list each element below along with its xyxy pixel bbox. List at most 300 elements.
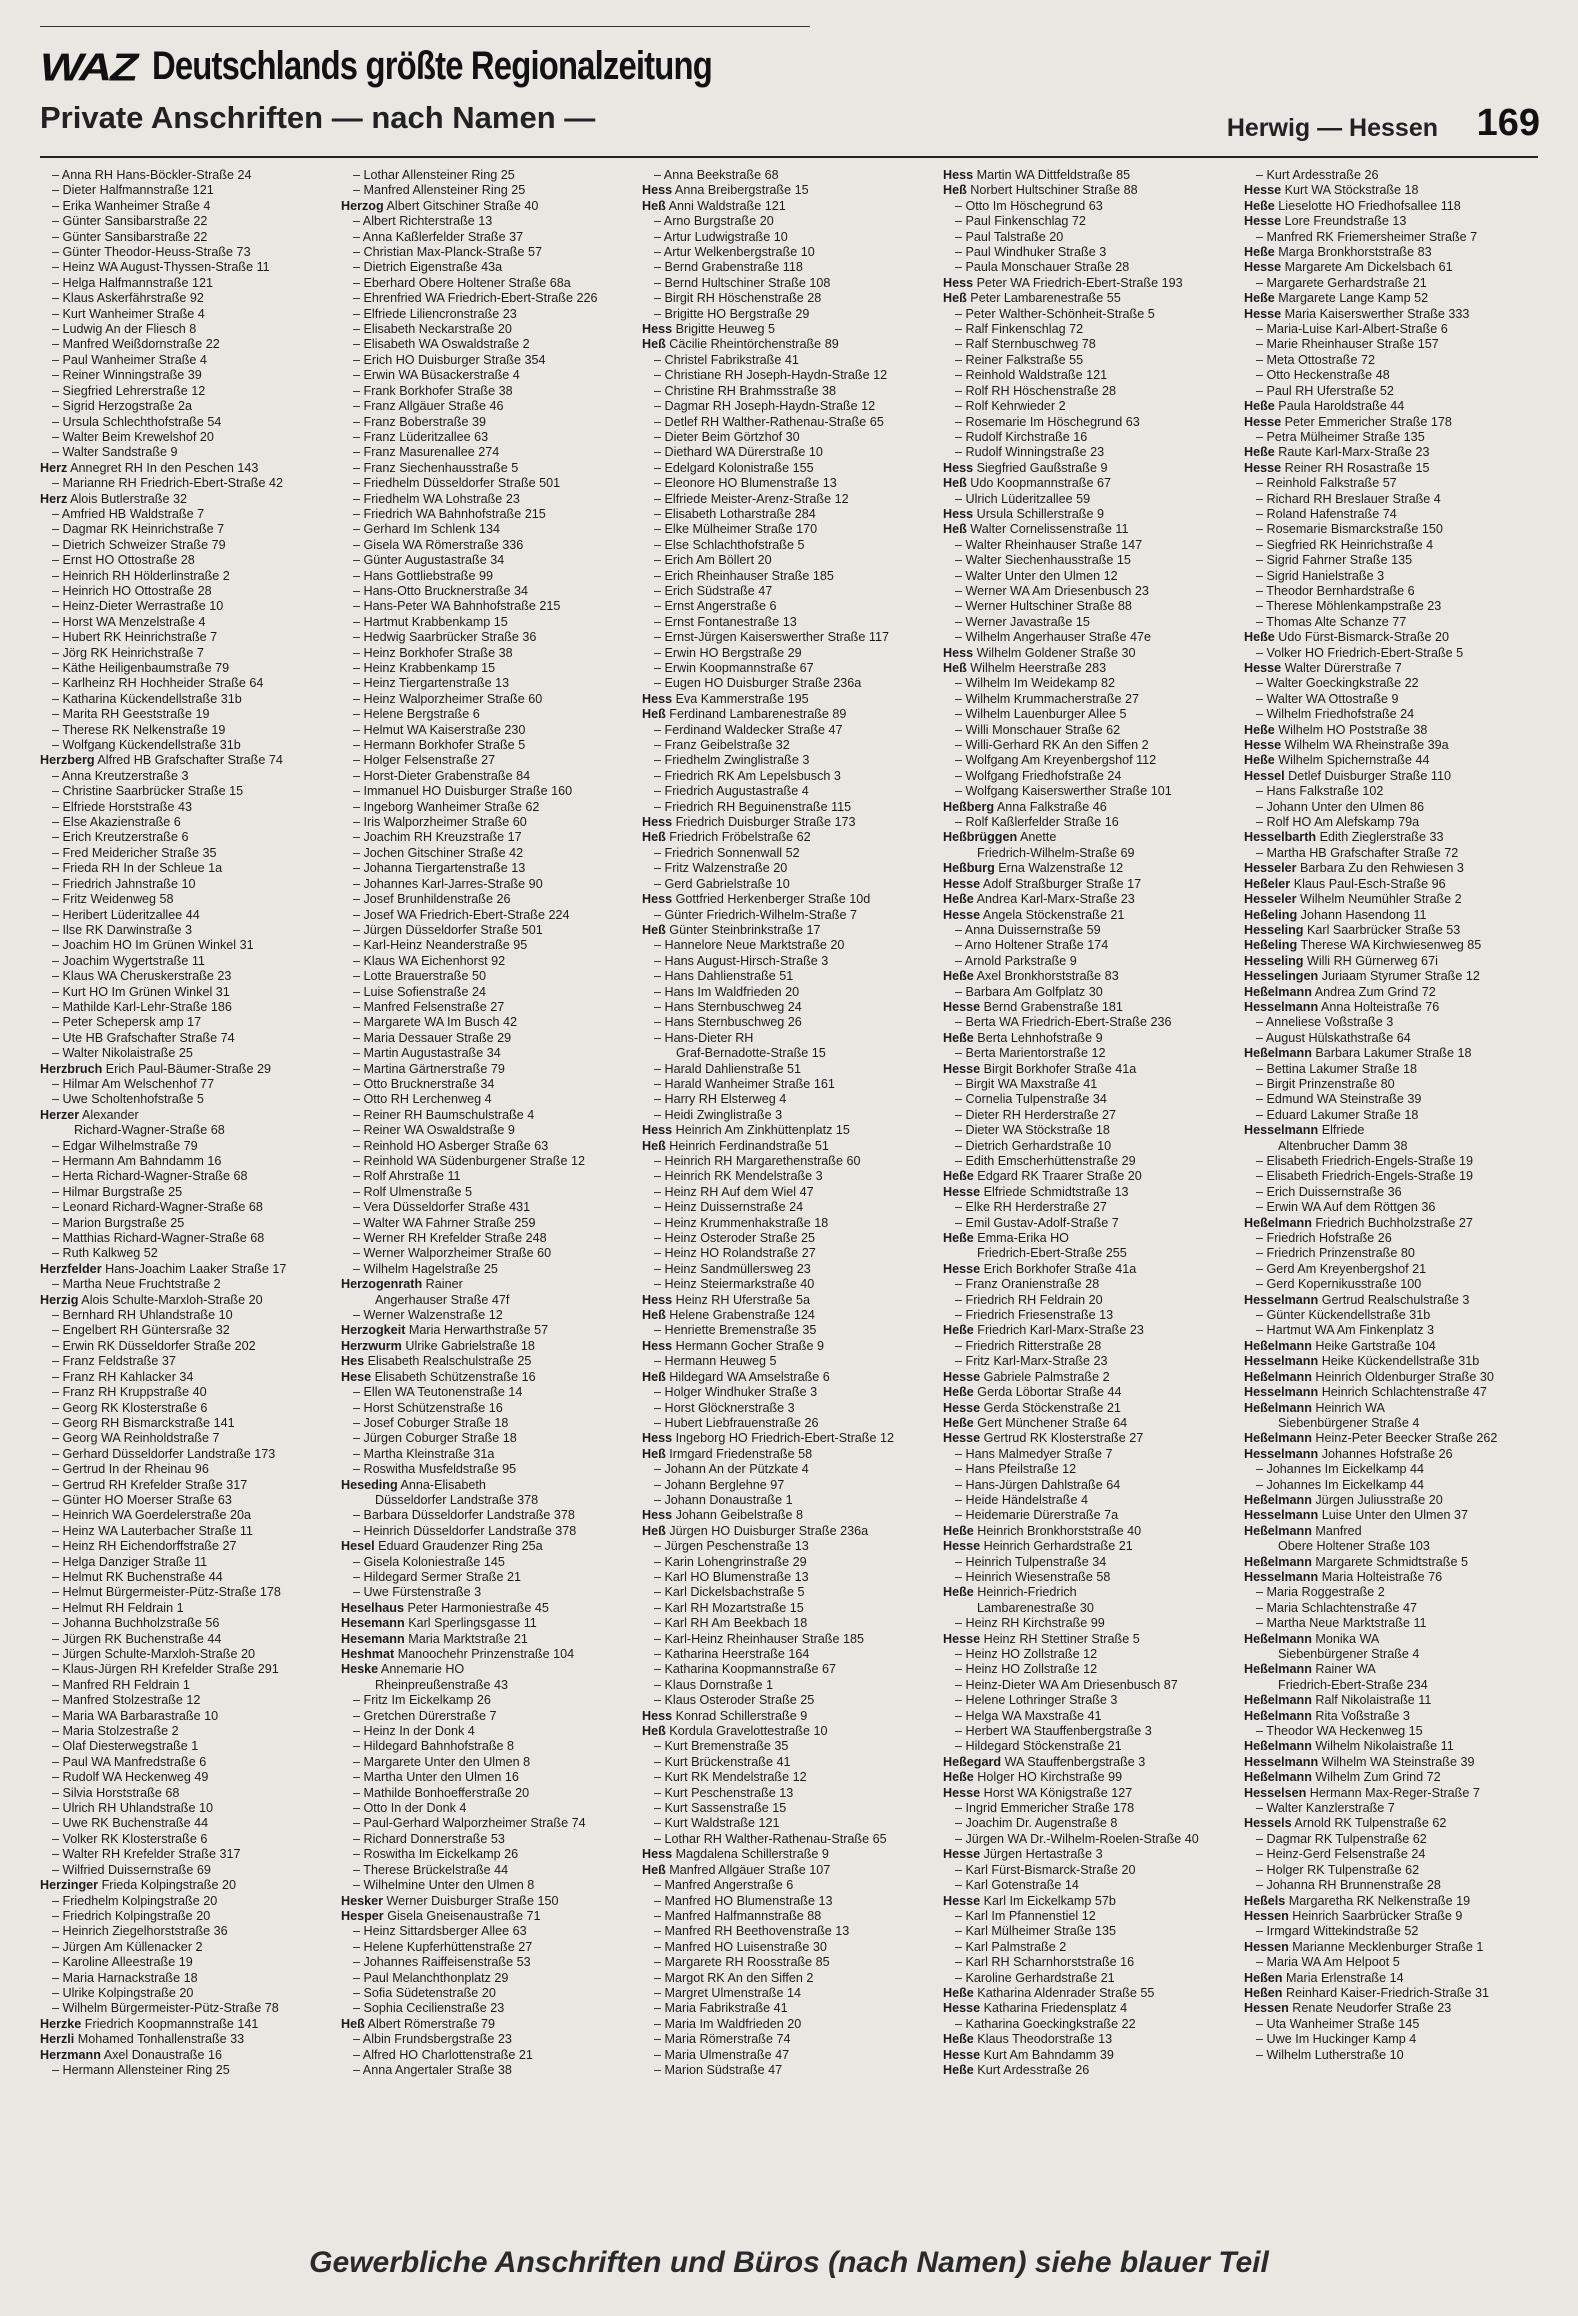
directory-entry: – Berta WA Friedrich-Ebert-Straße 236 [955,1015,1172,1030]
directory-entry: – Heinrich Wiesenstraße 58 [955,1569,1111,1584]
directory-entry: – Friedrich Hofstraße 26 [1256,1231,1392,1246]
directory-entry: – Dietrich Schweizer Straße 79 [52,537,226,552]
directory-entry: Heß Wilhelm Heerstraße 283 [943,661,1107,675]
directory-entry: – Holger Felsenstraße 27 [353,753,496,768]
directory-entry: Hesse Kurt Am Bahndamm 39 [943,2047,1114,2062]
directory-entry: – Wilhelm Lutherstraße 10 [1256,2047,1404,2062]
directory-entry: – Heinz Osteroder Straße 25 [654,1231,815,1246]
directory-entry: – Bernd Hultschiner Straße 108 [654,275,831,290]
directory-entry: Hesse Birgit Borkhofer Straße 41a [943,1061,1137,1076]
directory-entry: – Rosemarie Bismarckstraße 150 [1256,522,1443,537]
directory-entry: – Arno Holtener Straße 174 [955,938,1109,953]
directory-entry: – Heinz Tiergartenstraße 13 [353,676,510,691]
directory-entry: – Maria Römerstraße 74 [654,2032,791,2047]
directory-entry: – Karl Mülheimer Straße 135 [955,1924,1116,1939]
directory-entry: Heß Ferdinand Lambarenestraße 89 [642,707,847,722]
directory-entry: – Margret Ulmenstraße 14 [654,1985,801,2000]
directory-entry: – Theodor Bernhardstraße 6 [1256,583,1415,598]
directory-entry: – Karl Dickelsbachstraße 5 [654,1585,805,1600]
directory-entry: Hess Ingeborg HO Friedrich-Ebert-Straße 12 [642,1431,894,1446]
directory-entry: Heße Andrea Karl-Marx-Straße 23 [943,892,1135,907]
directory-entry: – Uwe Scholtenhofstraße 5 [52,1092,204,1107]
directory-entry: – Georg RH Bismarckstraße 141 [52,1415,235,1430]
directory-entry: – Reinhold Falkstraße 57 [1256,476,1397,491]
top-rule [40,26,810,27]
directory-entry: – Dagmar RK Tulpenstraße 62 [1256,1831,1427,1846]
directory-entry: – Heinrich RK Mendelstraße 3 [654,1169,823,1184]
directory-entry: – Maria WA Barbarastraße 10 [52,1708,219,1723]
directory-entry: – Heidi Zwinglistraße 3 [654,1107,783,1122]
directory-entry: – Karl Palmstraße 2 [955,1939,1067,1954]
directory-entry: – Diethard WA Dürerstraße 10 [654,445,823,460]
directory-entry: – Ehrenfried WA Friedrich-Ebert-Straße 226 [353,291,598,306]
directory-entry: – Heinz Steiermarkstraße 40 [654,1277,815,1292]
directory-entry: – Volker HO Friedrich-Ebert-Straße 5 [1256,645,1464,660]
directory-entry: – Fred Meidericher Straße 35 [52,845,217,860]
directory-entry: – Luise Sofienstraße 24 [353,984,487,999]
directory-entry: – Gerhard Im Schlenk 134 [353,522,501,537]
directory-entry: Hesse Wilhelm WA Rheinstraße 39a [1244,738,1449,753]
directory-entry: Siebenbürgener Straße 4 [1278,1647,1420,1661]
directory-entry: Rheinpreußenstraße 43 [375,1677,509,1692]
directory-entry: – Brigitte HO Bergstraße 29 [654,306,810,321]
directory-entry: – Katharina Heerstraße 164 [654,1647,810,1661]
directory-entry: – Hans-Peter WA Bahnhofstraße 215 [353,599,561,614]
directory-entry: Hess Hermann Gocher Straße 9 [642,1338,824,1353]
directory-entry: Hesse Angela Stöckenstraße 21 [943,907,1125,922]
directory-entry: Heßelmann Heike Gartstraße 104 [1244,1338,1436,1353]
directory-entry: Heselhaus Peter Harmoniestraße 45 [341,1600,549,1615]
directory-entry: Hesse Horst WA Königstraße 127 [943,1785,1133,1800]
directory-entry: – Cornelia Tulpenstraße 34 [955,1092,1107,1107]
directory-entry: – Lothar RH Walther-Rathenau-Straße 65 [654,1831,887,1846]
directory-entry: – Maria Dessauer Straße 29 [353,1030,512,1045]
directory-entry: – Margarete Unter den Ulmen 8 [353,1754,531,1769]
directory-entry: – Franz Boberstraße 39 [353,414,486,429]
directory-entry: Heßelmann Heinrich Oldenburger Straße 30 [1244,1369,1494,1384]
directory-entry: – Klaus Osteroder Straße 25 [654,1693,815,1708]
directory-entry: Hess Johann Geibelstraße 8 [642,1508,804,1523]
directory-entry: – Karl-Heinz Neanderstraße 95 [353,938,528,953]
directory-entry: – Katharina Goeckingkstraße 22 [955,2016,1136,2031]
directory-entry: – Jochen Gitschiner Straße 42 [353,845,524,860]
directory-entry: – Wolfgang Am Kreyenbergshof 112 [955,753,1157,768]
directory-entry: – Walter Goeckingkstraße 22 [1256,676,1419,691]
directory-entry: – Franz Masurenallee 274 [353,445,500,460]
directory-entry: – Sigrid Fahrner Straße 135 [1256,553,1413,568]
directory-entry: Herzinger Frieda Kolpingstraße 20 [40,1878,236,1893]
section-title: Private Anschriften — nach Namen — [40,100,596,135]
directory-entry: – Heinz WA August-Thyssen-Straße 11 [52,260,270,275]
directory-entry: Hesselmann Gertrud Realschulstraße 3 [1244,1292,1470,1307]
directory-entry: – Christel Fabrikstraße 41 [654,352,799,367]
directory-entry: – Johanna Buchholzstraße 56 [52,1616,220,1631]
directory-entry: Heße Paula Haroldstraße 44 [1244,399,1405,414]
directory-entry: – Johannes Karl-Jarres-Straße 90 [353,876,543,891]
directory-entry: – Meta Ottostraße 72 [1256,352,1375,367]
directory-entry: Hesse Lore Freundstraße 13 [1244,214,1407,229]
directory-entry: – Manfred Halfmannstraße 88 [654,1908,822,1923]
directory-entry: Heßelmann Wilhelm Zum Grind 72 [1244,1770,1441,1785]
directory-entry: – Helene Bergstraße 6 [353,707,480,722]
directory-entry: – Peter Schepersk amp 17 [52,1015,202,1030]
page-header [40,100,1540,150]
directory-entry: – Hans Sternbuschweg 24 [654,999,802,1014]
directory-entry: – Manfred Weißdornstraße 22 [52,337,220,352]
directory-entry: – Reiner RH Baumschulstraße 4 [353,1107,535,1122]
directory-entry: Graf-Bernadotte-Straße 15 [676,1046,826,1061]
directory-entry: – Maria Im Waldfrieden 20 [654,2016,802,2031]
directory-entry: Heße Kurt Ardesstraße 26 [943,2062,1090,2077]
page-number: 169 [1476,102,1540,144]
directory-entry: – Wilfried Duissernstraße 69 [52,1862,211,1877]
directory-entry: Hesselmann Maria Holteistraße 76 [1244,1569,1443,1584]
directory-entry: Heß Friedrich Fröbelstraße 62 [642,830,811,845]
directory-entry: – Klaus WA Cheruskerstraße 23 [52,969,232,984]
directory-entry: – Jürgen Peschenstraße 13 [654,1539,809,1554]
directory-entry: – Erich HO Duisburger Straße 354 [353,352,546,367]
directory-entry: Heße Lieselotte HO Friedhofsallee 118 [1244,198,1461,213]
directory-entry: – Karlheinz RH Hochheider Straße 64 [52,676,264,691]
directory-entry: – Birgit WA Maxstraße 41 [955,1076,1098,1091]
directory-entry: – Ellen WA Teutonenstraße 14 [353,1385,523,1400]
directory-entry: – Heinz HO Zollstraße 12 [955,1662,1098,1677]
directory-entry: – Manfred RH Feldrain 1 [52,1677,190,1692]
directory-entry: – Amfried HB Waldstraße 7 [52,506,205,521]
directory-entry: – Irmgard Wittekindstraße 52 [1256,1924,1419,1939]
directory-entry: – Rudolf WA Heckenweg 49 [52,1770,209,1785]
directory-entry: – Heinz Sittardsberger Allee 63 [353,1924,527,1939]
directory-entry: – Wilhelm Im Weidekamp 82 [955,676,1116,691]
directory-entry: – Arno Burgstraße 20 [654,214,774,229]
directory-entry: Heßen Maria Erlenstraße 14 [1244,1970,1404,1985]
directory-entry: – Gerd Am Kreyenbergshof 21 [1256,1261,1427,1276]
directory-entry: – Johanna Tiergartenstraße 13 [353,861,526,876]
directory-entry: – Werner RH Krefelder Straße 248 [353,1231,547,1246]
directory-entry: – Heinz Duissernstraße 24 [654,1200,804,1215]
directory-entry: – Edgar Wilhelmstraße 79 [52,1138,198,1153]
directory-entry: – Manfred HO Blumenstraße 13 [654,1893,833,1908]
directory-entry: – Manfred RH Beethovenstraße 13 [654,1924,850,1939]
directory-entry: – Wolfgang Kaiserswerther Straße 101 [955,784,1172,799]
directory-entry: – Elisabeth Neckarstraße 20 [353,322,512,337]
directory-entry: – Matthias Richard-Wagner-Straße 68 [52,1231,265,1246]
directory-entry: Herzbruch Erich Paul-Bäumer-Straße 29 [40,1061,271,1076]
directory-entry: – Elke RH Herderstraße 27 [955,1200,1107,1215]
directory-entry: – Hans-Dieter RH [654,1030,754,1045]
directory-entry: – Heinrich RH Hölderlinstraße 2 [52,568,230,583]
directory-entry: – Wilhelm Hagelstraße 25 [353,1261,498,1276]
directory-entry: Heße Emma-Erika HO [943,1231,1069,1246]
footer-note: Gewerbliche Anschriften und Büros (nach Namen) siehe blauer Teil [309,2246,1269,2279]
directory-entry: – Rudolf Kirchstraße 16 [955,429,1088,444]
directory-column-5 [1244,168,1538,2238]
directory-entry: – Eleonore HO Blumenstraße 13 [654,476,837,491]
directory-entry: – Walter Nikolaistraße 25 [52,1046,193,1061]
directory-column-1 [40,168,334,2238]
directory-entry: – Werner Walporzheimer Straße 60 [353,1246,552,1261]
directory-entry: – Detlef RH Walther-Rathenau-Straße 65 [654,414,884,429]
directory-entry: Hesse Karl Im Eickelkamp 57b [943,1893,1116,1908]
directory-entry: – Jürgen Am Küllenacker 2 [52,1939,203,1954]
directory-entry: – Walter Unter den Ulmen 12 [955,568,1118,583]
directory-entry: Heße Marga Bronkhorststraße 83 [1244,245,1432,260]
masthead-tagline: Deutschlands größte Regionalzeitung [152,44,713,88]
directory-entry: Obere Holtener Straße 103 [1278,1539,1430,1554]
directory-entry: – Rolf Ulmenstraße 5 [353,1184,472,1199]
directory-entry: – Jürgen Coburger Straße 18 [353,1431,517,1446]
directory-entry: Heß Albert Römerstraße 79 [341,2016,495,2031]
directory-entry: – Erwin WA Büsackerstraße 4 [353,368,520,383]
directory-entry: Heßberg Anna Falkstraße 46 [943,799,1107,814]
directory-entry: – Emil Gustav-Adolf-Straße 7 [955,1215,1119,1230]
directory-entry: – Walter WA Ottostraße 9 [1256,691,1399,706]
directory-entry: – Friedrich Prinzenstraße 80 [1256,1246,1415,1261]
directory-entry: – Heinz-Dieter WA Am Driesenbusch 87 [955,1677,1178,1692]
directory-entry: – Otto In der Donk 4 [353,1801,467,1816]
directory-entry: – Herbert WA Stauffenbergstraße 3 [955,1724,1152,1739]
directory-entry: – Hilmar Burgstraße 25 [52,1184,183,1199]
directory-entry: Hess Martin WA Dittfeldstraße 85 [943,168,1131,182]
directory-entry: – Martha Unter den Ulmen 16 [353,1770,519,1785]
directory-entry: – Barbara Düsseldorfer Landstraße 378 [353,1508,575,1523]
directory-entry: – Erwin Koopmannstraße 67 [654,661,814,675]
directory-entry: Herz Alois Butlerstraße 32 [40,491,187,506]
directory-entry: Heße Klaus Theodorstraße 13 [943,2032,1113,2047]
directory-entry: – Maria Roggestraße 2 [1256,1585,1385,1600]
directory-entry: Heßelmann Ralf Nikolaistraße 11 [1244,1693,1432,1708]
directory-entry: – Günter Kückendellstraße 31b [1256,1308,1431,1323]
directory-entry: – Karl HO Blumenstraße 13 [654,1569,809,1584]
directory-entry: – Erika Wanheimer Straße 4 [52,198,211,213]
directory-entry: – Elke Mülheimer Straße 170 [654,522,818,537]
directory-entry: – Heide Händelstraße 4 [955,1492,1089,1507]
directory-entry: – Günter Sansibarstraße 22 [52,229,208,244]
directory-entry: – Leonard Richard-Wagner-Straße 68 [52,1200,263,1215]
directory-entry: – Ruth Kalkweg 52 [52,1246,158,1261]
directory-entry: Heßelmann Wilhelm Nikolaistraße 11 [1244,1739,1454,1754]
directory-entry: – Elisabeth Friedrich-Engels-Straße 19 [1256,1169,1473,1184]
directory-entry: – Iris Walporzheimer Straße 60 [353,815,527,830]
directory-entry: – Martha Kleinstraße 31a [353,1446,495,1461]
directory-entry: – Sigrid Hanielstraße 3 [1256,568,1385,583]
directory-entry: – Rosemarie Im Höschegrund 63 [955,414,1140,429]
directory-entry: – Willi-Gerhard RK An den Siffen 2 [955,738,1149,753]
directory-entry: – Martha HB Grafschafter Straße 72 [1256,845,1459,860]
directory-entry: – Gerd Kopernikusstraße 100 [1256,1277,1422,1292]
directory-entry: – Johannes Im Eickelkamp 44 [1256,1462,1425,1477]
directory-entry: – Werner Hultschiner Straße 88 [955,599,1132,614]
directory-entry: – Jörg RK Heinrichstraße 7 [52,645,204,660]
directory-entry: – Heinz RH Eichendorffstraße 27 [52,1539,237,1554]
directory-entry: – Katharina Koopmannstraße 67 [654,1662,837,1677]
directory-entry: Hesselmann Anna Holteistraße 76 [1244,999,1440,1014]
directory-entry: Heßbrüggen Anette [943,830,1057,845]
directory-entry: – Elfriede Horststraße 43 [52,799,192,814]
directory-entry: – Helmut RH Feldrain 1 [52,1600,184,1615]
directory-entry: – Wolfgang Kückendellstraße 31b [52,738,241,753]
directory-entry: – Maria-Luise Karl-Albert-Straße 6 [1256,322,1448,337]
directory-entry: – Georg RK Klosterstraße 6 [52,1400,208,1415]
directory-entry: Hess Wilhelm Goldener Straße 30 [943,645,1136,660]
directory-entry: – Karoline Alleestraße 19 [52,1955,193,1970]
directory-entry: – Helga Halfmannstraße 121 [52,275,214,290]
directory-entry: – Birgit RH Höschenstraße 28 [654,291,822,306]
directory-entry: – Harald Dahlienstraße 51 [654,1061,802,1076]
directory-entry: – Friedrich RH Beguinenstraße 115 [654,799,852,814]
directory-entry: – Eberhard Obere Holtener Straße 68a [353,275,571,290]
directory-entry: – Paula Monschauer Straße 28 [955,260,1130,275]
directory-entry: – Rolf RH Höschenstraße 28 [955,383,1116,398]
directory-entry: Hesse Heinz RH Stettiner Straße 5 [943,1631,1140,1646]
directory-entry: – Alfred HO Charlottenstraße 21 [353,2047,533,2062]
directory-entry: Hesseling Willi RH Gürnerweg 67i [1244,953,1438,968]
directory-entry: Hess Anna Breibergstraße 15 [642,183,809,198]
directory-entry: – Heinz Krabbenkamp 15 [353,661,496,675]
directory-entry: Heße Heinrich Bronkhorststraße 40 [943,1523,1142,1538]
directory-entry: Herzog Albert Gitschiner Straße 40 [341,198,539,213]
directory-entry: – Paul Finkenschlag 72 [955,214,1086,229]
directory-entry: – Erich Südstraße 47 [654,583,773,598]
directory-entry: – Hartmut WA Am Finkenplatz 3 [1256,1323,1435,1338]
directory-entry: – Rolf HO Am Alefskamp 79a [1256,815,1420,830]
directory-entry: – Franz Oranienstraße 28 [955,1277,1100,1292]
directory-entry: Hessen Marianne Mecklenburger Straße 1 [1244,1939,1484,1954]
directory-entry: Hesse Reiner RH Rosastraße 15 [1244,460,1430,475]
directory-entry: – Therese Brückelstraße 44 [353,1862,509,1877]
directory-entry: – Hans August-Hirsch-Straße 3 [654,953,829,968]
directory-entry: Herzfelder Hans-Joachim Laaker Straße 17 [40,1261,287,1276]
directory-entry: Herzer Alexander [40,1107,139,1122]
directory-entry: Hesemann Maria Marktstraße 21 [341,1631,528,1646]
directory-entry: Heß Manfred Allgäuer Straße 107 [642,1862,831,1877]
directory-entry: – Artur Ludwigstraße 10 [654,229,788,244]
directory-entry: Hess Peter WA Friedrich-Ebert-Straße 193 [943,275,1183,290]
directory-entry: – Hildegard Stöckenstraße 21 [955,1739,1122,1754]
directory-entry: Heß Jürgen HO Duisburger Straße 236a [642,1523,869,1538]
directory-entry: Heße Raute Karl-Marx-Straße 23 [1244,445,1430,460]
directory-entry: – Karin Lohengrinstraße 29 [654,1554,807,1569]
masthead [40,36,835,92]
directory-entry: – Paul-Gerhard Walporzheimer Straße 74 [353,1816,586,1831]
directory-entry: – Josef Brunhildenstraße 26 [353,892,511,907]
directory-entry: – Paul Melanchthonplatz 29 [353,1970,509,1985]
directory-entry: – Heinz RH Auf dem Wiel 47 [654,1184,814,1199]
directory-entry: Herzmann Axel Donaustraße 16 [40,2047,223,2062]
directory-entry: Hess Siegfried Gaußstraße 9 [943,460,1108,475]
directory-entry: – Erich Duissernstraße 36 [1256,1184,1402,1199]
directory-entry: Altenbrucher Damm 38 [1278,1138,1408,1153]
directory-entry: Heß Walter Cornelissenstraße 11 [943,522,1129,537]
directory-entry: – Kurt Waldstraße 121 [654,1816,780,1831]
directory-entry: Heßelmann Rainer WA [1244,1662,1376,1677]
directory-entry: – August Hülskathstraße 64 [1256,1030,1411,1045]
directory-entry: – Anna Kreutzerstraße 3 [52,768,189,783]
directory-entry: – Silvia Horststraße 68 [52,1785,180,1800]
directory-entry: – Fritz Weidenweg 58 [52,892,174,907]
directory-entry: – Helga Danziger Straße 11 [52,1554,208,1569]
header-rule [40,156,1538,158]
directory-entry: Heß Anni Waldstraße 121 [642,198,786,213]
directory-entry: – Uwe Fürstenstraße 3 [353,1585,482,1600]
directory-entry: – Anna Kaßlerfelder Straße 37 [353,229,524,244]
directory-entry: Heß Kordula Gravelottestraße 10 [642,1724,828,1739]
directory-entry: – Franz Allgäuer Straße 46 [353,399,504,414]
directory-entry: Heße Berta Lehnhofstraße 9 [943,1030,1103,1045]
directory-entry: – Paul Windhuker Straße 3 [955,245,1107,260]
directory-entry: – Reiner Falkstraße 55 [955,352,1084,367]
directory-entry: – Horst Glöcknerstraße 3 [654,1400,795,1415]
directory-entry: – Richard Donnerstraße 53 [353,1831,505,1846]
directory-entry: – Heinrich Ziegelhorststraße 36 [52,1924,228,1939]
directory-entry: – Roswitha Musfeldstraße 95 [353,1462,517,1477]
directory-entry: Friedrich-Wilhelm-Straße 69 [977,845,1135,860]
directory-entry: Hess Brigitte Heuweg 5 [642,322,776,337]
directory-entry: – Gretchen Dürerstraße 7 [353,1708,497,1723]
directory-entry: – Artur Welkenbergstraße 10 [654,245,815,260]
directory-entry: – Dietrich Gerhardstraße 10 [955,1138,1112,1153]
directory-entry: Heße Edgard RK Traarer Straße 20 [943,1169,1142,1184]
directory-entry: Hesse Elfriede Schmidtstraße 13 [943,1184,1129,1199]
directory-entry: – Wilhelm Bürgermeister-Pütz-Straße 78 [52,2001,279,2016]
directory-entry: – Walter WA Fahrner Straße 259 [353,1215,536,1230]
directory-entry: – Anna Duissernstraße 59 [955,922,1101,937]
directory-entry: – Ralf Finkenschlag 72 [955,322,1084,337]
directory-entry: – Karl RH Am Beekbach 18 [654,1616,808,1631]
directory-entry: – Mathilde Karl-Lehr-Straße 186 [52,999,232,1014]
directory-entry: – Sophia Cecilienstraße 23 [353,2001,505,2016]
directory-entry: Hesse Walter Dürerstraße 7 [1244,661,1402,675]
directory-entry: – Dagmar RK Heinrichstraße 7 [52,522,225,537]
directory-entry: – Heinz-Gerd Felsenstraße 24 [1256,1847,1426,1862]
directory-column-2 [341,168,635,2238]
directory-entry: – Hans Falkstraße 102 [1256,784,1384,799]
directory-entry: – Dagmar RH Joseph-Haydn-Straße 12 [654,399,876,414]
name-range-label: Herwig — Hessen [1226,114,1438,142]
directory-entry: – Heinz WA Lauterbacher Straße 11 [52,1523,253,1538]
directory-entry: – Wilhelm Lauenburger Allee 5 [955,707,1127,722]
directory-entry: – Henriette Bremenstraße 35 [654,1323,817,1338]
directory-entry: – Joachim Dr. Augenstraße 8 [955,1816,1118,1831]
directory-entry: – Margarete WA Im Busch 42 [353,1015,518,1030]
directory-entry: Heßelmann Manfred [1244,1523,1362,1538]
directory-entry: – Albert Richterstraße 13 [353,214,493,229]
directory-entry: – Hans-Otto Brucknerstraße 34 [353,583,528,598]
directory-entry: – Gerd Gabrielstraße 10 [654,876,790,891]
directory-entry: Heße Margarete Lange Kamp 52 [1244,291,1429,306]
directory-entry: Hesel Eduard Graudenzer Ring 25a [341,1539,543,1554]
directory-entry: – Marion Südstraße 47 [654,2062,783,2077]
directory-entry: Heße Holger HO Kirchstraße 99 [943,1770,1123,1785]
directory-entry: – Manfred Felsenstraße 27 [353,999,505,1014]
directory-entry: Heß Peter Lambarenestraße 55 [943,291,1121,306]
directory-entry: Hess Ursula Schillerstraße 9 [943,506,1104,521]
directory-entry: – Edith Emscherhüttenstraße 29 [955,1154,1136,1168]
directory-entry: – Paul Wanheimer Straße 4 [52,352,207,367]
directory-entry: – Sofia Südetenstraße 20 [353,1985,496,2000]
directory-column-4 [943,168,1237,2238]
directory-entry: – Joachim RH Kreuzstraße 17 [353,830,522,845]
directory-entry: – Margarete RH Roosstraße 85 [654,1955,830,1970]
directory-entry: – Peter Walther-Schönheit-Straße 5 [955,306,1155,321]
directory-entry: – Helene Kupferhüttenstraße 27 [353,1939,533,1954]
directory-entry: Düsseldorfer Landstraße 378 [375,1492,539,1507]
directory-entry: Hesselsen Hermann Max-Reger-Straße 7 [1244,1785,1480,1800]
directory-entry: – Heinz-Dieter Werrastraße 10 [52,599,224,614]
directory-entry: – Dieter Halfmannstraße 121 [52,183,214,198]
directory-entry: – Elfriede Meister-Arenz-Straße 12 [654,491,849,506]
directory-entry: – Helmut Bürgermeister-Pütz-Straße 178 [52,1585,281,1600]
